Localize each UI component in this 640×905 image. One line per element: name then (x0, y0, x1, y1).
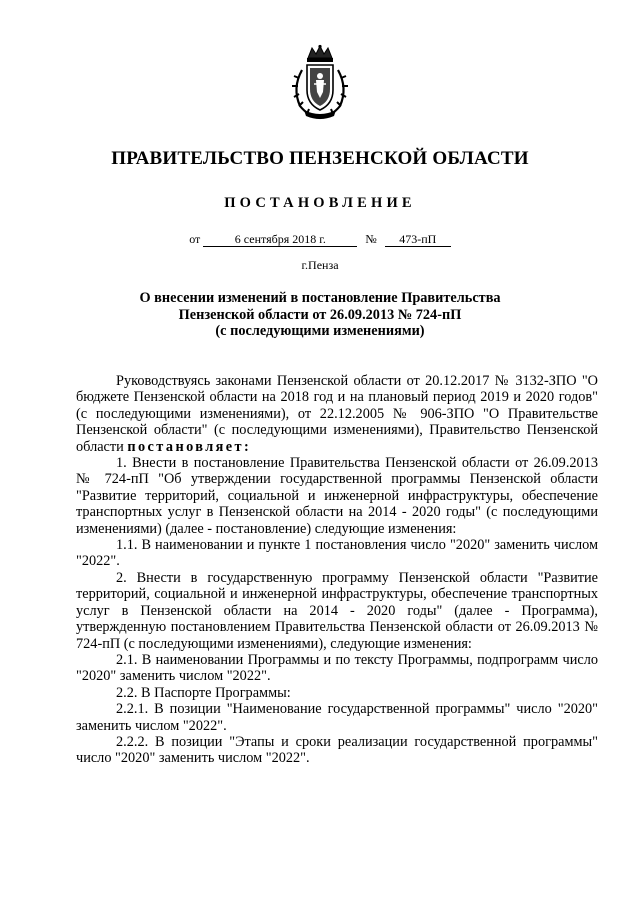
coat-of-arms-emblem (290, 44, 350, 120)
intro-paragraph (76, 373, 598, 455)
document-body (76, 373, 598, 767)
paragraph-2-2-1: 2.2.1. В позиции "Наименование государственной программы" число "2020" заменить числом "2022". (76, 701, 598, 734)
subject-line-2: Пензенской области от 26.09.2013 № 724-пП (178, 306, 462, 323)
date-number-line (0, 232, 640, 247)
number-label: № (365, 232, 377, 246)
number-field: 473-пП (385, 233, 451, 247)
document-subject (0, 290, 640, 340)
paragraph-2: 2. Внести в государственную программу Пензенской области "Развитие территорий, социальной и инженерной инфраструктуры, обеспечение транспортных услуг в Пензенской области на 2014 - 2020 годы" (далее - Программа), утвержденную постановлением Правительства Пензенской области от 26.09.2013 № 724-пП (с последующими изменениями), следующие изменения: (76, 569, 598, 652)
intro-text: Руководствуясь законами Пензенской области от 20.12.2017 № 3132-ЗПО "О бюджете Пензенской области на 2018 год и на плановый период 2019 и 2020 годов" (с последующими изменениями), от 22.12.2005 № 906-ЗПО "О Правительстве Пензенской области" (с последующими изменениями), Правительство Пензенской области (76, 373, 598, 455)
government-title: ПРАВИТЕЛЬСТВО ПЕНЗЕНСКОЙ ОБЛАСТИ (111, 148, 529, 169)
document-type: ПОСТАНОВЛЕНИЕ (224, 195, 416, 211)
paragraph-1-1: 1.1. В наименовании и пункте 1 постановления число "2020" заменить числом "2022". (76, 537, 598, 570)
city-name: г.Пенза (301, 258, 339, 272)
resolution-verb: постановляет: (127, 438, 252, 455)
date-prefix: от (189, 232, 201, 246)
paragraph-1: 1. Внести в постановление Правительства Пензенской области от 26.09.2013 № 724-пП "Об утверждении государственной программы Пензенской области "Развитие территорий, социальной и инженерной инфраструктуры, обеспечение транспортных услуг в Пензенской области на 2014 - 2020 годы" (с последующими изменениями) (далее - постановление) следующие изменения: (76, 455, 598, 537)
paragraph-2-2: 2.2. В Паспорте Программы: (116, 684, 291, 701)
date-field: 6 сентября 2018 г. (203, 233, 357, 247)
paragraph-2-1: 2.1. В наименовании Программы и по тексту Программы, подпрограмм число "2020" заменить числом "2022". (76, 651, 598, 685)
subject-line-1: О внесении изменений в постановление Правительства (139, 290, 501, 306)
paragraph-2-2-2: 2.2.2. В позиции "Этапы и сроки реализации государственной программы" число "2020" заменить числом "2022". (76, 733, 598, 767)
subject-line-3: (с последующими изменениями) (215, 323, 425, 339)
